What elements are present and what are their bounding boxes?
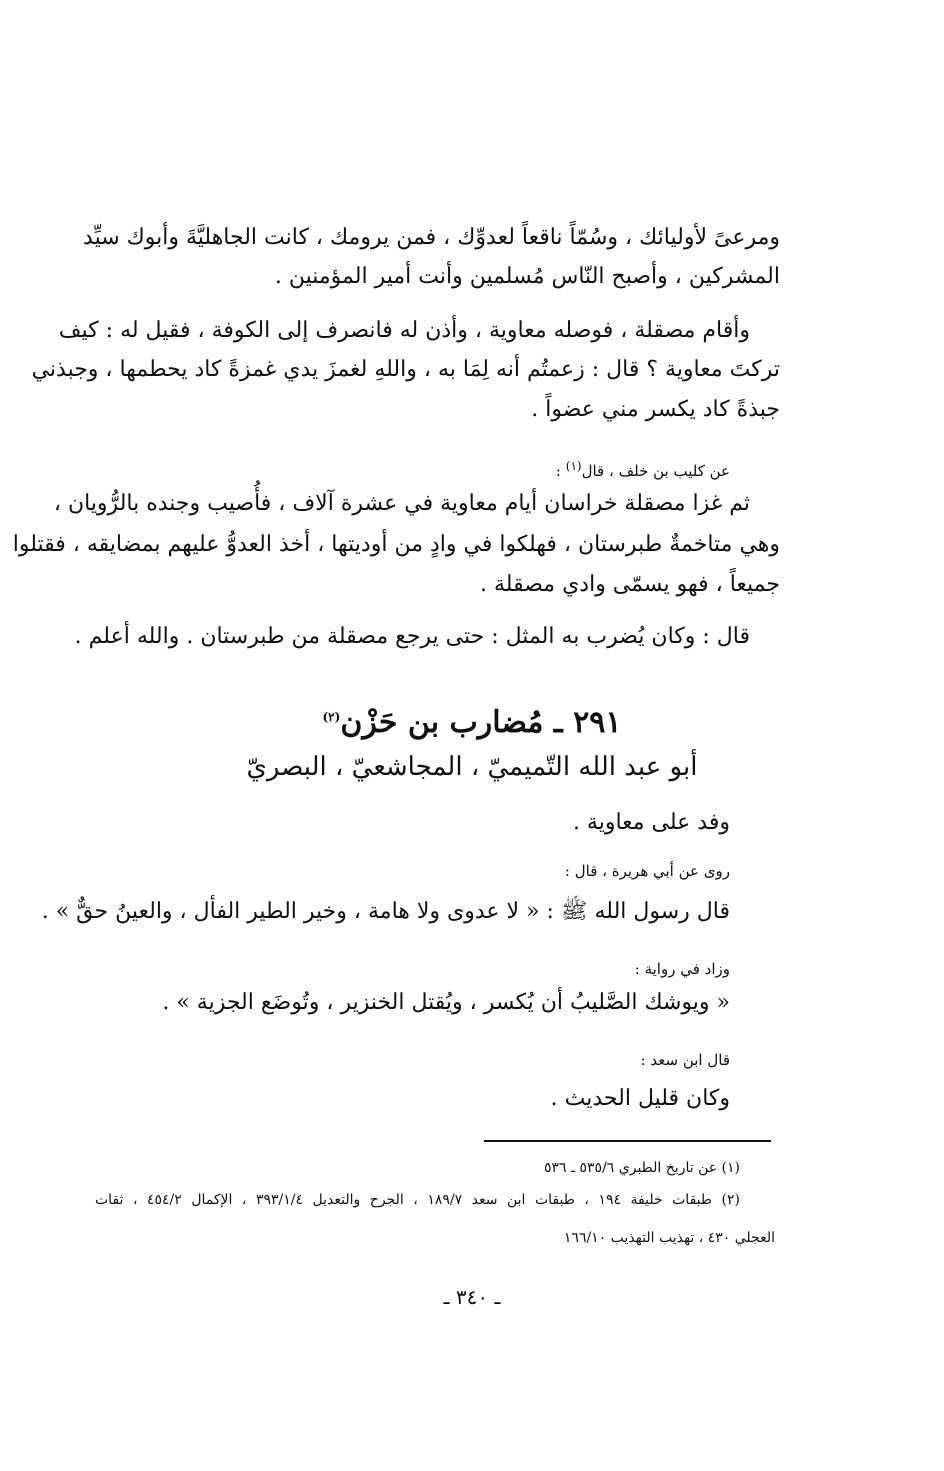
entry-title [0,697,944,743]
page-number: ـ ٣٤٠ ـ [443,1285,501,1309]
isnad-kulaib [420,455,730,482]
paragraph-1-line-2: المشركين ، وأصبح النّاس مُسلمين وأنت أمير المؤمنين . [274,264,780,289]
footnote-1: (١) عن تاريخ الطبري ٥٣٥/٦ ـ ٥٣٦ [543,1160,740,1176]
isnad-kulaib-colon: : [555,462,566,480]
paragraph-3-line-3: جميعاً ، فهو يسمّى وادي مصقلة . [480,572,780,597]
paragraph-1-line-1: ومرعىً لأوليائك ، وسُمّاً ناقعاً لعدوِّك ، فمن يرومك ، كانت الجاهليَّةَ وأبوك سيِّد [83,225,780,250]
paragraph-2-line-1: وأقام مصقلة ، فوصله معاوية ، وأذن له فانصرف إلى الكوفة ، فقيل له : كيف [58,318,750,343]
entry-subtitle: أبو عبد الله التّميميّ ، المجاشعيّ ، البصريّ [246,752,698,782]
paragraph-6: وكان قليل الحديث . [550,1086,730,1111]
isnad-abu-hurayra: روى عن أبي هريرة ، قال : [564,862,730,880]
paragraph-4: قال : وكان يُضرب به المثل : حتى يرجع مصقلة من طبرستان . والله أعلم . [74,624,750,649]
footnote-separator [484,1140,771,1142]
paragraph-2-line-2: تركتَ معاوية ؟ قال : زعمتُم أنه لِمَا به ، واللهِ لغمزَ يدي غمزةً كاد يحطمها ، وجبذني [31,357,780,382]
hadith-1: قال رسول الله ﷺ : « لا عدوى ولا هامة ، وخير الطير الفأل ، والعينُ حقٌّ » . [41,899,730,924]
footnote-2-line-1: (٢) طبقات خليفة ١٩٤ ، طبقات ابن سعد ١٨٩/٧ ، الجرح والتعديل ٣٩٣/١/٤ ، الإكمال ٤٥٤/٢ ، ثقات [95,1192,741,1208]
hadith-2: « ويوشك الصَّليبُ أن يُكسر ، ويُقتل الخنزير ، وتُوضَع الجزية » . [162,990,730,1015]
footnote-ref-2: (٢) [322,710,341,724]
isnad-ibn-saad: قال ابن سعد : [640,1051,730,1069]
paragraph-3-line-2: وهي متاخمةٌ طبرستان ، فهلكوا في وادٍ من أوديتها ، أخذ العدوُّ عليهم بمضايقه ، فقتلوا [12,532,780,557]
footnote-ref-1: (١) [565,459,582,473]
footnote-2-line-2: العجلي ٤٣٠ ، تهذيب التهذيب ١٦٦/١٠ [563,1230,775,1246]
paragraph-5: وفد على معاوية . [572,810,730,835]
isnad-kulaib-text: عن كليب بن خلف ، قال [581,462,730,480]
isnad-riwaya: وزاد في رواية : [634,960,730,978]
entry-title-text: ٢٩١ ـ مُضارب بن حَزْن [340,705,622,740]
paragraph-2-line-3: جبذةً كاد يكسر مني عضواً . [531,397,780,422]
paragraph-3-line-1: ثم غزا مصقلة خراسان أيام معاوية في عشرة آلاف ، فأُصيب وجنده بالرُّويان ، [53,491,750,516]
